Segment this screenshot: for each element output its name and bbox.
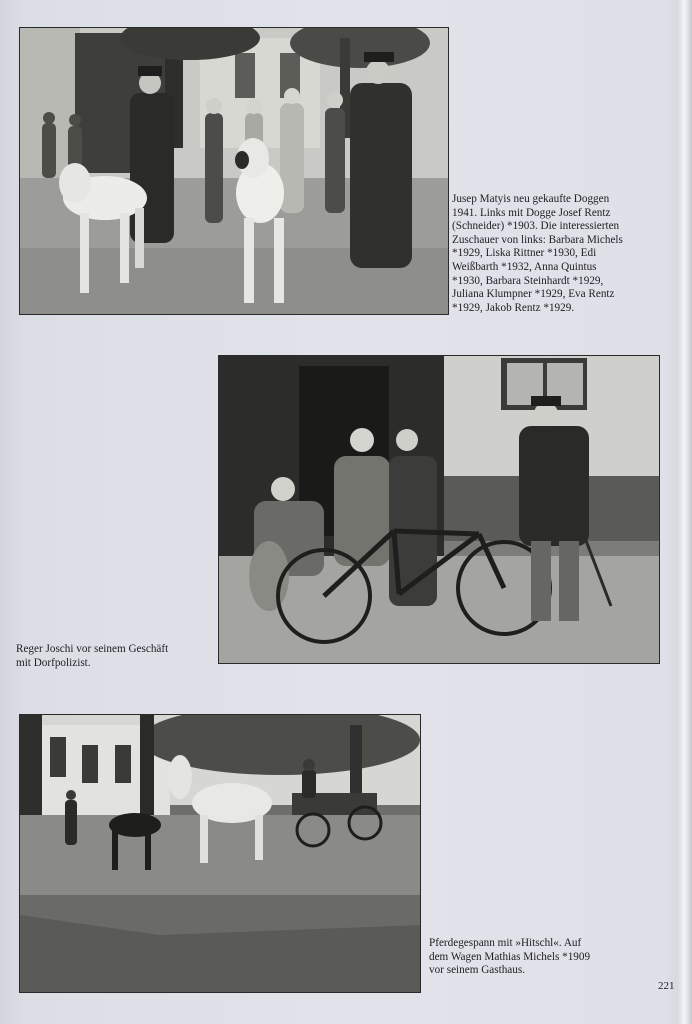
photo-pferdegespann-image	[20, 715, 420, 992]
photo-geschaeft	[219, 356, 659, 663]
photo-geschaeft-image	[219, 356, 659, 663]
photo-doggen	[20, 28, 448, 314]
page-number: 221	[658, 980, 675, 992]
photo-pferdegespann	[20, 715, 420, 992]
caption-doggen: Jusep Matyis neu gekaufte Doggen 1941. Links mit Dogge Josef Rentz (Schneider) *1903. Die interessierten Zuschauer von links: Barbara Michels *1929, Liska Rittner *1930, Edi Weißbarth *1932, Anna Quintus *1930, Barbara Steinhardt *1929, Juliana Klumpner *1929, Eva Rentz *1929, Jakob Rentz *1929.	[452, 193, 623, 314]
caption-geschaeft: Reger Joschi vor seinem Geschäft mit Dorfpolizist.	[16, 643, 169, 669]
page-edge	[678, 0, 692, 1024]
photo-doggen-image	[20, 28, 448, 314]
caption-pferdegespann: Pferdegespann mit »Hitschl«. Auf dem Wagen Mathias Michels *1909 vor seinem Gasthaus.	[429, 937, 591, 977]
